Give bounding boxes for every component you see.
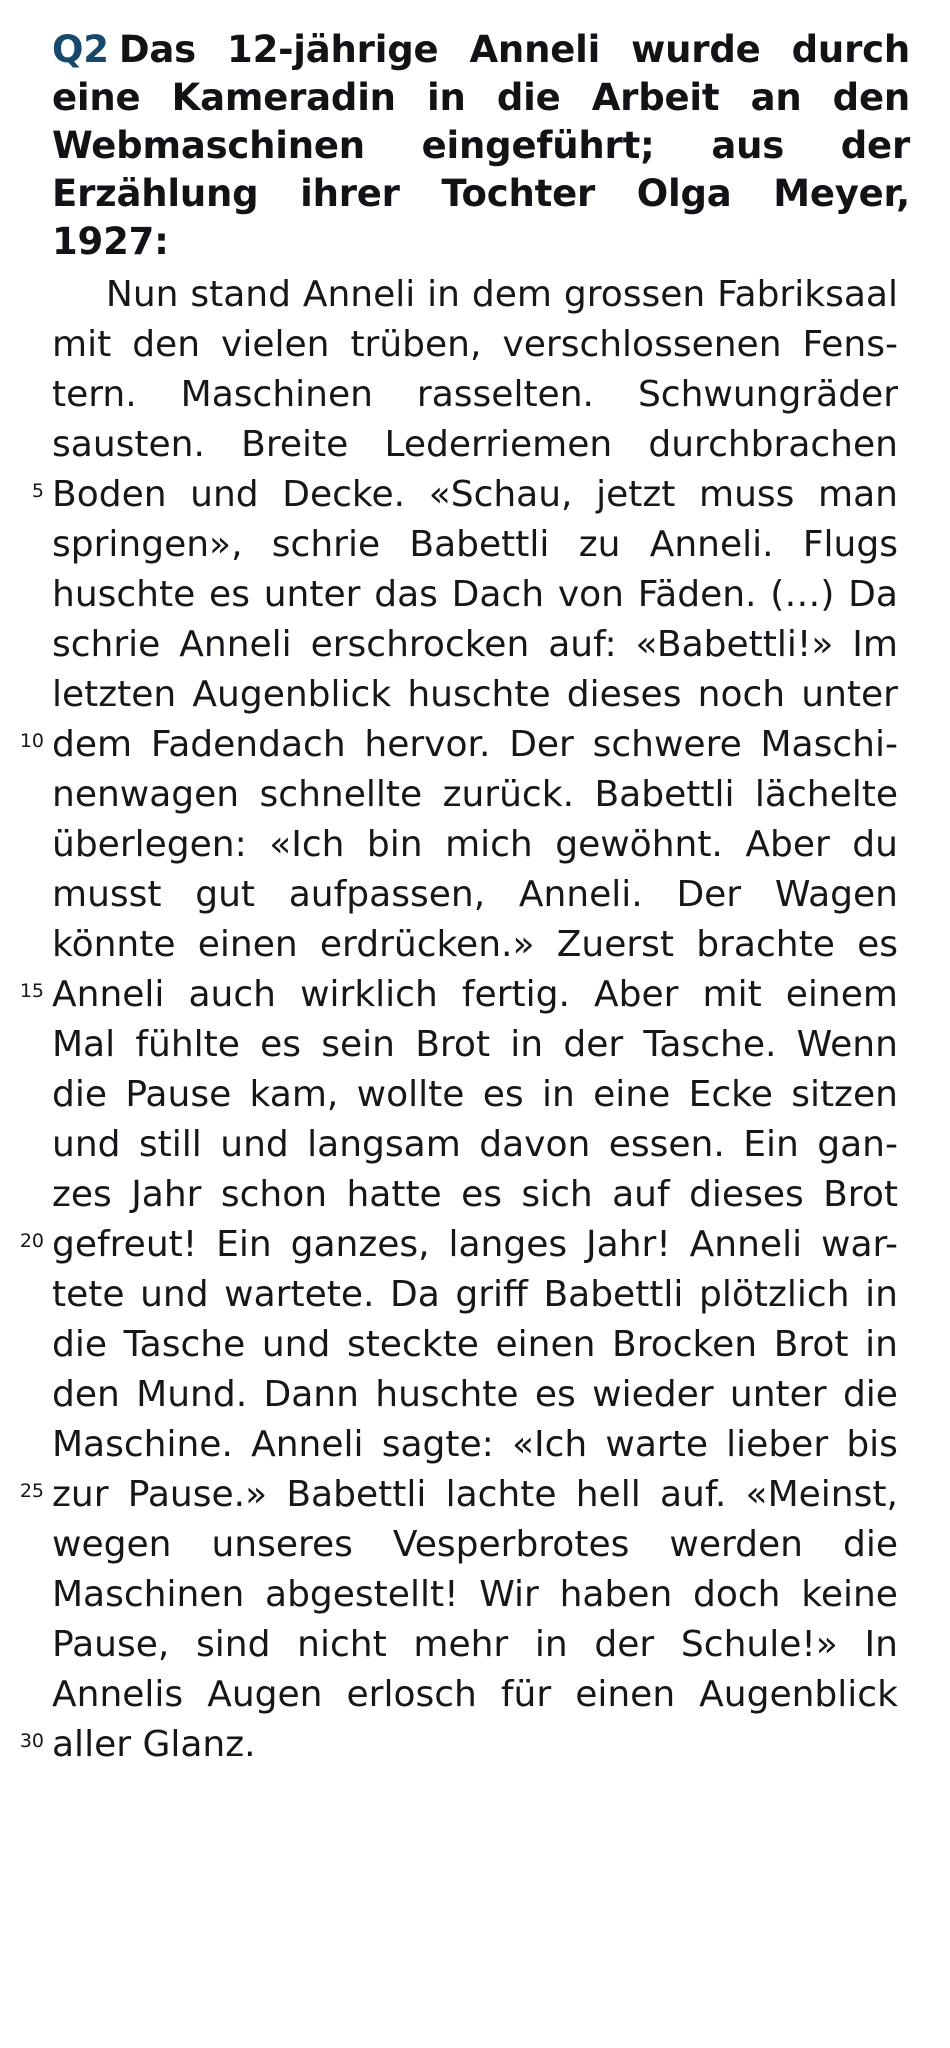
word: Anneli [251,1424,364,1466]
word: Anneli [302,274,416,316]
word: lächelte [754,774,898,816]
word: Augenblick [699,1674,898,1716]
word: auf. [659,1474,727,1516]
word: schrie [271,524,381,566]
question-number: Q2 [52,28,109,71]
word: keine [801,1574,898,1616]
excerpt-line [52,820,910,870]
word: sind [196,1624,271,1666]
word: zurück. [442,774,575,816]
word: das [374,574,438,616]
word: Maschi- [760,724,898,766]
excerpt-line [52,1170,910,1220]
word: sich [521,1174,593,1216]
excerpt-line [52,1620,910,1670]
word: Tasche. [643,1024,777,1066]
word: Maschinen [180,374,373,416]
excerpt-line-text [52,1470,898,1520]
excerpt-line [52,270,910,320]
word: es [461,1174,502,1216]
excerpt-line-text [52,820,898,870]
word: Dann [263,1374,359,1416]
source-excerpt [19,270,910,1770]
word: Im [852,624,898,666]
word: wollte [356,1074,465,1116]
word: wartete. [224,1274,375,1316]
word: man [818,474,898,516]
excerpt-line [52,1420,910,1470]
excerpt-line-text [52,670,898,720]
word: Anneli [52,974,165,1016]
excerpt-line-text [52,1320,898,1370]
paragraph-indent [52,270,94,320]
word: huschte [407,674,551,716]
word: Fäden. [637,574,757,616]
word: abgestellt! [265,1574,459,1616]
word: Brot [415,1024,491,1066]
word: Anneli [179,624,292,666]
excerpt-line [52,370,910,420]
word: werden [669,1524,803,1566]
word: einen [495,1324,596,1366]
word: «Babettli!» [635,624,834,666]
excerpt-line [31,470,910,520]
word: Decke. [282,474,406,516]
word: Lederriemen [384,424,613,466]
word: In [864,1624,898,1666]
word: rasselten. [416,374,594,416]
word: doch [693,1574,781,1616]
word: gan- [817,1124,898,1166]
excerpt-line-text [52,1670,898,1720]
word: Mal [52,1024,116,1066]
word: Zuerst [556,924,675,966]
word: durchbrachen [648,424,898,466]
excerpt-line-text [52,320,898,370]
word: überlegen: [52,824,247,866]
word: still [138,1124,202,1166]
line-number: 20 [19,1230,44,1253]
word: dem [52,724,133,766]
word: hatte [346,1174,442,1216]
line-number: 15 [19,980,44,1003]
word: schrie [52,624,161,666]
word: stand [190,274,291,316]
word: sein [321,1024,395,1066]
word: zu [578,524,621,566]
excerpt-line [52,670,910,720]
excerpt-line-text [52,420,898,470]
word: Pause, [52,1624,170,1666]
line-number: 5 [31,480,44,503]
word: Anneli [689,1224,803,1266]
word: Fens- [802,324,898,366]
excerpt-line-text [52,1570,898,1620]
excerpt-line [19,1720,910,1770]
word: Tasche [123,1324,246,1366]
word: haben [559,1574,673,1616]
word: gefreut! [52,1224,198,1266]
word: Ein [216,1224,272,1266]
word: es [857,924,898,966]
word: Ecke [688,1074,773,1116]
word: dem [471,274,552,316]
word: Babettli [286,1474,427,1516]
word: sausten. [52,424,205,466]
excerpt-line [52,920,910,970]
word: unseres [211,1524,353,1566]
word: in [865,1324,898,1366]
excerpt-line-text [52,1520,898,1570]
word: letzten [52,674,177,716]
excerpt-line [52,420,910,470]
word: auch [188,974,276,1016]
word: Babettli [409,524,550,566]
word: und [220,1124,289,1166]
word: Boden [52,474,167,516]
word: für [500,1674,552,1716]
excerpt-line-text [52,570,898,620]
word: musst [52,874,162,916]
word: mehr [413,1624,509,1666]
word: lachte [445,1474,557,1516]
word: Jahr [131,1174,202,1216]
excerpt-line [52,1670,910,1720]
word: kam, [249,1074,339,1116]
word: trüben, [350,324,482,366]
excerpt-line-text [52,470,898,520]
word: einem [785,974,898,1016]
word: unter [801,674,898,716]
word: es [260,1024,302,1066]
word: nenwagen [52,774,240,816]
word: wieder [592,1374,714,1416]
word: Ein [743,1124,799,1166]
word: bin [366,824,423,866]
word: Der [676,874,742,916]
word: springen», [52,524,243,566]
word: der [563,1024,624,1066]
word: hell [575,1474,641,1516]
excerpt-line [19,1220,910,1270]
word: grossen [563,274,706,316]
word: den [52,1374,120,1416]
word: plötzlich [699,1274,850,1316]
word: Mund. [136,1374,248,1416]
word: sagte: [381,1424,494,1466]
word: von [557,574,624,616]
word: gut [195,874,256,916]
word: muss [699,474,795,516]
word: langes [448,1224,568,1266]
word: Schwungräder [637,374,898,416]
word: Maschine. [52,1424,233,1466]
word: Wir [479,1574,539,1616]
word: in [865,1274,898,1316]
word: die [842,1374,898,1416]
word: Schule!» [680,1624,838,1666]
question-text: Das 12-jährige Anneli wurde durch eine Kameradin in die Arbeit an den Webmaschinen eingeführt; aus der Erzählung ihrer Tochter Olga Meyer, 1927: [52,28,910,264]
word: Babettli [594,774,735,816]
word: unter [263,574,361,616]
excerpt-line [52,1320,910,1370]
excerpt-line-text [52,370,898,420]
word: fühlte [135,1024,240,1066]
word: war- [821,1224,898,1266]
excerpt-line [52,870,910,920]
word: dieses [689,1174,804,1216]
word: vielen [221,324,330,366]
word: erlosch [346,1674,477,1716]
word: der [594,1624,655,1666]
word: aufpassen, [288,874,486,916]
excerpt-line-text [52,520,898,570]
excerpt-line-text [52,1420,898,1470]
question-heading [52,26,910,266]
excerpt-line-text [52,1270,898,1320]
word: Nun [105,274,179,316]
word: einen [197,924,298,966]
word: Fabriksaal [717,274,898,316]
word: wegen [52,1524,172,1566]
line-number: 25 [19,1480,44,1503]
word: Anneli. [649,524,774,566]
word: du [852,824,898,866]
word: Brot [823,1174,898,1216]
word: verschlossenen [502,324,782,366]
word: Jahr! [586,1224,671,1266]
word: brachte [696,924,835,966]
word: Der [509,724,574,766]
word: die [842,1524,898,1566]
word: tete [52,1274,125,1316]
word: Aber [594,974,679,1016]
excerpt-line-text [52,1220,898,1270]
excerpt-line [52,620,910,670]
word: Breite [241,424,349,466]
excerpt-line-text [52,1020,898,1070]
word: bis [846,1424,898,1466]
word: langsam [307,1124,461,1166]
excerpt-line-text [52,870,898,920]
word: schon [220,1174,328,1216]
word: zur [52,1474,109,1516]
excerpt-line-text [52,1170,898,1220]
word: lieber [726,1424,829,1466]
excerpt-line-text [52,1720,898,1770]
word: Vesperbrotes [392,1524,630,1566]
word: Brot [773,1324,849,1366]
word: die [52,1074,108,1116]
word: in [510,1024,544,1066]
word: Pause.» [127,1474,268,1516]
word: einen [575,1674,676,1716]
word: den [132,324,201,366]
word: «Ich [269,824,345,866]
excerpt-line [52,1520,910,1570]
word: die [52,1324,108,1366]
word: Anneli. [518,874,643,916]
word: es [534,1374,576,1416]
word: eine [593,1074,671,1116]
word: sitzen [791,1074,898,1116]
word: schwere [592,724,742,766]
word: schnellte [259,774,423,816]
excerpt-line [52,1270,910,1320]
word: mich [445,824,533,866]
word: Pause [125,1074,232,1116]
word: gewöhnt. [555,824,723,866]
excerpt-line-text [52,1120,898,1170]
word: huschte [52,574,196,616]
word: warte [605,1424,708,1466]
word: dieses [566,674,682,716]
excerpt-line-text [52,1370,898,1420]
word: könnte [52,924,176,966]
word: Dach [451,574,545,616]
line-number: 10 [19,730,44,753]
word: jetzt [596,474,676,516]
word: «Schau, [428,474,573,516]
word: auf: [548,624,617,666]
word: tern. [52,374,137,416]
excerpt-line [52,570,910,620]
word: Brocken [612,1324,758,1366]
excerpt-line [52,1020,910,1070]
word: griff [455,1274,528,1316]
word: Babettli [543,1274,684,1316]
word: fertig. [461,974,570,1016]
word: unter [729,1374,827,1416]
word: essen. [608,1124,725,1166]
word: (…) [770,574,835,616]
word: in [427,274,460,316]
line-number: 30 [19,1730,44,1753]
word: und [261,1324,331,1366]
word: Wagen [774,874,898,916]
word: mit [702,974,762,1016]
word: Da [848,574,898,616]
excerpt-line [19,720,910,770]
word: Fadendach [150,724,346,766]
word: in [541,1074,575,1116]
word: «Meinst, [745,1474,898,1516]
word: zes [52,1174,112,1216]
word: es [209,574,250,616]
word: und [190,474,259,516]
excerpt-line-text [52,720,898,770]
excerpt-line-text [52,970,898,1020]
excerpt-line [52,520,910,570]
word: aller Glanz. [52,1724,256,1766]
word: wirklich [300,974,438,1016]
excerpt-line-text [52,920,898,970]
word: erdrücken.» [319,924,535,966]
excerpt-line-text [52,1620,898,1670]
word: Augenblick [192,674,392,716]
excerpt-line [52,770,910,820]
word: noch [697,674,786,716]
word: und [140,1274,209,1316]
word: Wenn [796,1024,898,1066]
word: huschte [375,1374,519,1416]
word: nicht [297,1624,387,1666]
word: Augen [207,1674,323,1716]
excerpt-line [52,1370,910,1420]
word: in [534,1624,568,1666]
word: Da [390,1274,440,1316]
word: Aber [745,824,830,866]
word: hervor. [364,724,491,766]
excerpt-line-text [52,1070,898,1120]
word: mit [52,324,112,366]
excerpt-line-text [52,770,898,820]
word: Flugs [802,524,898,566]
excerpt-line-text [52,270,898,320]
excerpt-line [52,1070,910,1120]
word: Annelis [52,1674,184,1716]
excerpt-line [52,320,910,370]
word: erschrocken [310,624,530,666]
word: auf [612,1174,670,1216]
word: «Ich [511,1424,588,1466]
word: steckte [346,1324,479,1366]
excerpt-line-text [52,620,898,670]
word: und [52,1124,121,1166]
word: es [482,1074,524,1116]
excerpt-line [19,970,910,1020]
word: davon [479,1124,591,1166]
excerpt-line [19,1470,910,1520]
word: ganzes, [290,1224,430,1266]
word: Maschinen [52,1574,245,1616]
excerpt-line [52,1570,910,1620]
excerpt-line [52,1120,910,1170]
